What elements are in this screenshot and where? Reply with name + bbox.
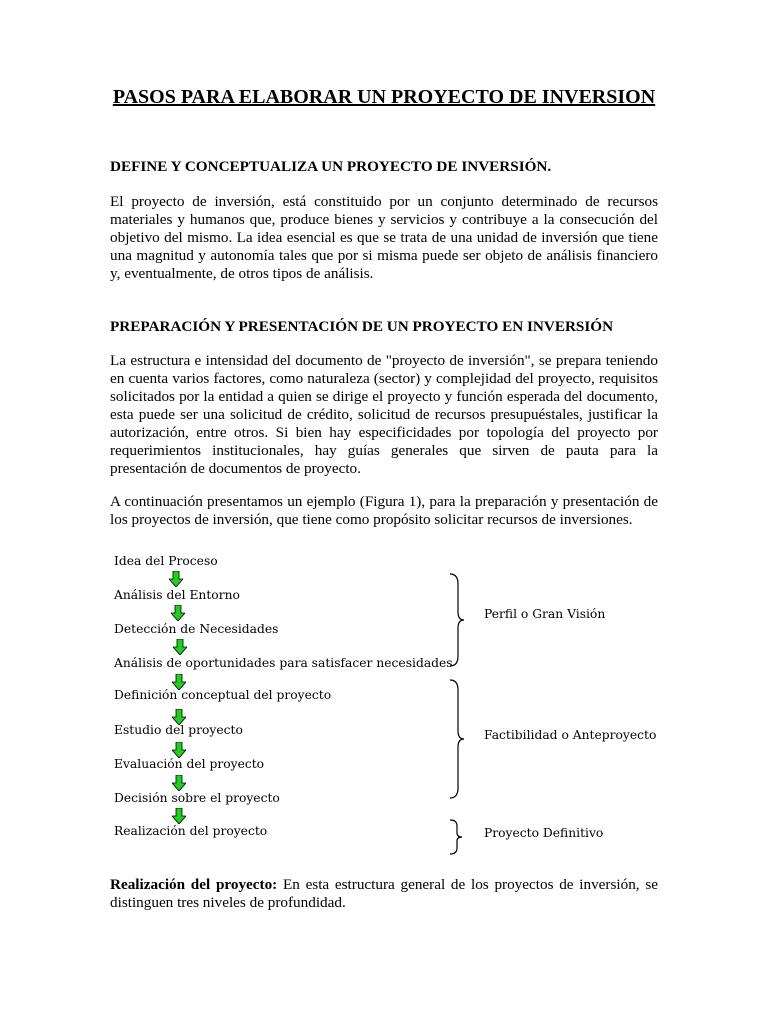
down-arrow-icon [172, 775, 186, 791]
document-page [110, 0, 658, 1024]
down-arrow-icon [173, 639, 187, 655]
right-brace-icon [448, 572, 466, 668]
paragraph-definition: El proyecto de inversión, está constituido por un conjunto determinado de recursos materiales y humanos que, produce bienes y servicios y contribuye a la consecución del objetivo del mismo. La idea esencial es que se trata de una unidad de inversión que tiene una magnitud y autonomía tales que por si misma puede ser objeto de análisis financiero y, eventualmente, de otros tipos de análisis. [110, 193, 658, 282]
step-estudio-proyecto: Estudio del proyecto [114, 723, 243, 737]
project-phases-diagram [110, 552, 658, 862]
phase-perfil: Perfil o Gran Visión [484, 607, 606, 621]
step-decision-proyecto: Decisión sobre el proyecto [114, 791, 280, 805]
right-brace-icon [448, 678, 466, 800]
step-idea-del-proceso: Idea del Proceso [114, 554, 218, 568]
down-arrow-icon [171, 605, 185, 621]
paragraph-structure: La estructura e intensidad del documento de "proyecto de inversión", se prepara teniendo en cuenta varios factores, como naturaleza (sector) y complejidad del proyecto, requisitos solicitados por la entidad a quien se dirige el proyecto y función esperada del documento, esta puede ser una solicitud de crédito, solicitud de recursos presupuéstales, justificar la autorización, entre otros. Si bien hay especificidades por topología del proyecto por requerimientos institucionales, hay guías generales que sirven de pauta para la presentación de documentos de proyecto. [110, 352, 658, 477]
step-evaluacion-proyecto: Evaluación del proyecto [114, 757, 265, 771]
step-deteccion-necesidades: Detección de Necesidades [114, 622, 279, 636]
step-realizacion-proyecto: Realización del proyecto [114, 824, 268, 838]
paragraph-realizacion [110, 876, 658, 912]
paragraph-example: A continuación presentamos un ejemplo (Figura 1), para la preparación y presentación de los proyectos de inversión, que tiene como propósito solicitar recursos de inversiones. [110, 493, 658, 528]
step-analisis-entorno: Análisis del Entorno [114, 588, 240, 602]
down-arrow-icon [169, 571, 183, 587]
down-arrow-icon [172, 742, 186, 758]
section-heading-define: DEFINE Y CONCEPTUALIZA UN PROYECTO DE INVERSIÓN. [110, 158, 552, 175]
step-definicion-conceptual: Definición conceptual del proyecto [114, 688, 332, 702]
right-brace-icon [448, 818, 464, 856]
phase-factibilidad: Factibilidad o Anteproyecto [484, 728, 657, 742]
realizacion-text: En esta estructura general de los proyectos de inversión, se distinguen tres niveles de profundidad. [110, 876, 658, 911]
realizacion-lead: Realización del proyecto: [110, 876, 278, 893]
down-arrow-icon [172, 808, 186, 824]
section-heading-preparation: PREPARACIÓN Y PRESENTACIÓN DE UN PROYECTO EN INVERSIÓN [110, 318, 614, 335]
page-title: PASOS PARA ELABORAR UN PROYECTO DE INVERSION [112, 86, 656, 108]
step-analisis-oportunidades: Análisis de oportunidades para satisfacer necesidades [114, 656, 453, 670]
phase-definitivo: Proyecto Definitivo [484, 826, 604, 840]
